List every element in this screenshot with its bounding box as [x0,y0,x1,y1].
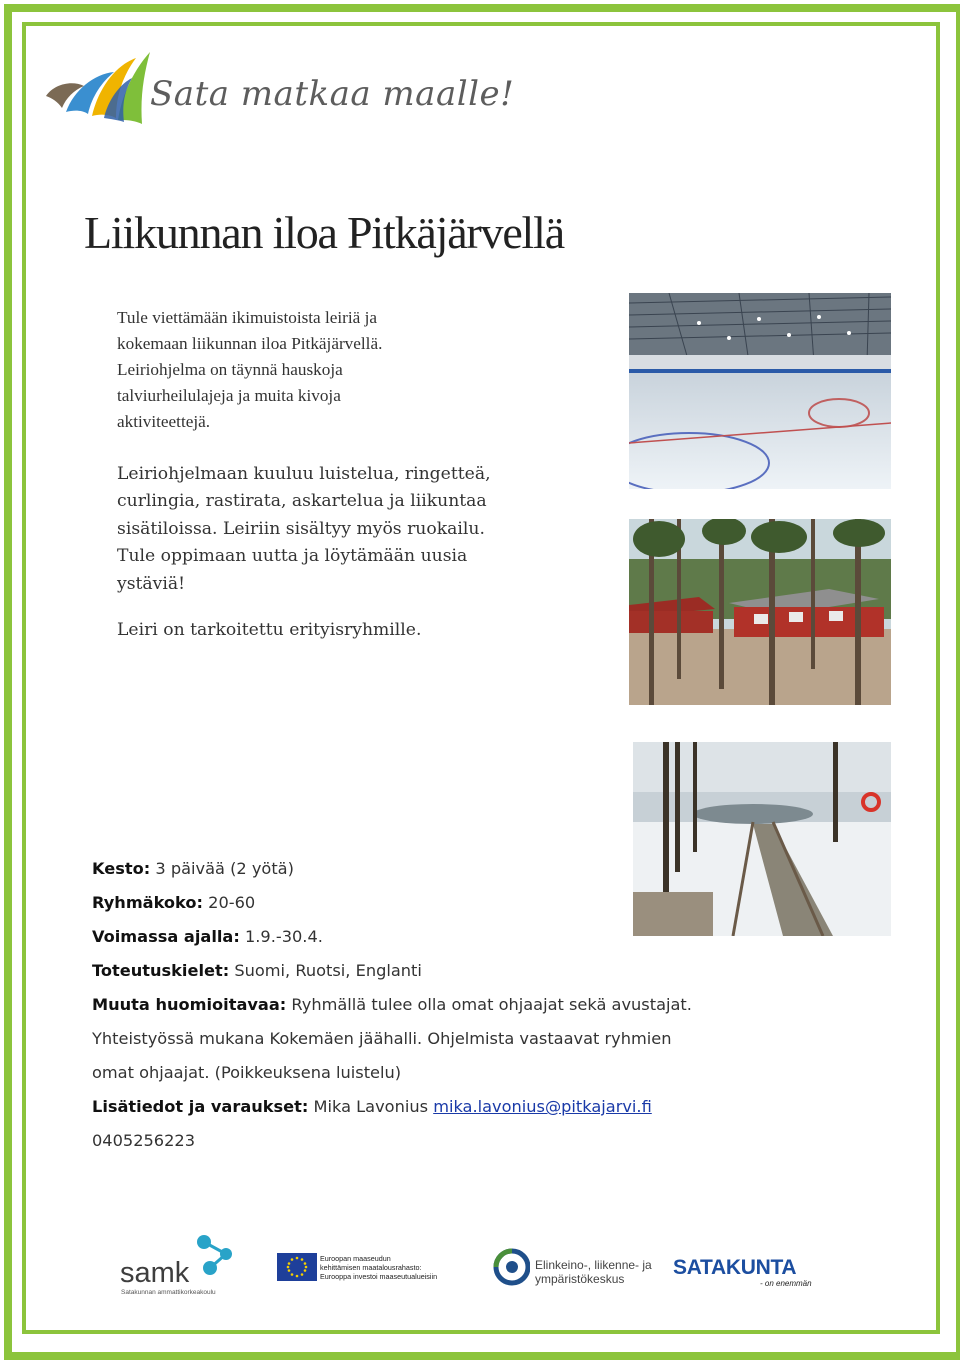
intro-line: talviurheilulajeja ja muita kivoja [117,386,341,405]
validity-value: 1.9.-30.4. [244,927,323,946]
eu-line: Eurooppa investoi maaseutualueisiin [320,1272,438,1281]
contact-line [92,1097,652,1116]
program-line: sisätiloissa. Leiriin sisältyy myös ruokailu. [117,518,485,539]
ely-line: Elinkeino-, liikenne- ja [535,1258,652,1272]
contact-name: Mika Lavonius [313,1097,429,1116]
contact-phone: 0405256223 [92,1131,195,1150]
ely-logo-icon [492,1247,530,1287]
languages-line [92,961,422,980]
program-paragraph [117,461,587,598]
intro-paragraph [117,305,532,435]
swoosh-logo-icon [44,44,154,128]
eu-line: Euroopan maaseudun [320,1254,391,1263]
intro-line: aktiviteettejä. [117,412,211,431]
winter-pier-photo [633,742,891,936]
duration-label: Kesto: [92,859,151,878]
ely-line: ympäristökeskus [535,1272,625,1286]
intro-line: kokemaan liikunnan iloa Pitkäjärvellä. [117,334,383,353]
cooperation-line: omat ohjaajat. (Poikkeuksena luistelu) [92,1063,402,1082]
cooperation-line: Yhteistyössä mukana Kokemäen jäähalli. Ohjelmista vastaavat ryhmien [92,1029,672,1048]
program-line: ystäviä! [117,573,186,594]
forest-cabins-photo [629,519,891,705]
intro-line: Tule viettämään ikimuistoista leiriä ja [117,308,377,327]
contact-email-link[interactable]: mika.lavonius@pitkajarvi.fi [433,1097,652,1116]
samk-logo-icon [192,1232,238,1278]
notes-label: Muuta huomioitavaa: [92,995,287,1014]
program-line: curlingia, rastirata, askartelua ja liikuntaa [117,491,487,512]
languages-label: Toteutuskielet: [92,961,230,980]
brand-logo-text: Sata matkaa maalle! [150,74,515,114]
eu-line: kehittämisen maatalousrahasto: [320,1263,422,1272]
program-line: Leiriohjelmaan kuuluu luistelua, ringetteä, [117,464,491,484]
program-line: Tule oppimaan uutta ja löytämään uusia [117,546,468,567]
group-size-value: 20-60 [208,893,256,912]
notes-line [92,995,692,1014]
satakunta-logo-subtext: - on enemmän [760,1279,812,1288]
duration-line [92,859,294,878]
ely-logo-text [535,1258,655,1286]
contact-label: Lisätiedot ja varaukset: [92,1097,309,1116]
duration-value: 3 päivää (2 yötä) [155,859,294,878]
eu-logo-text [320,1254,460,1281]
languages-value: Suomi, Ruotsi, Englanti [234,961,422,980]
group-size-label: Ryhmäkoko: [92,893,203,912]
page-title: Liikunnan iloa Pitkäjärvellä [84,207,564,258]
group-size-line [92,893,255,912]
eu-flag-icon [277,1253,317,1281]
samk-logo-text: samk [120,1257,190,1289]
validity-label: Voimassa ajalla: [92,927,240,946]
notes-value: Ryhmällä tulee olla omat ohjaajat sekä avustajat. [291,995,692,1014]
intro-line: Leiriohjelma on täynnä hauskoja [117,360,343,379]
satakunta-logo-text: SATAKUNTA [673,1256,797,1279]
target-group-text: Leiri on tarkoitettu erityisryhmille. [117,620,422,640]
samk-logo-subtext: Satakunnan ammattikorkeakoulu [121,1289,216,1296]
ice-rink-photo [629,293,891,489]
validity-line [92,927,323,946]
